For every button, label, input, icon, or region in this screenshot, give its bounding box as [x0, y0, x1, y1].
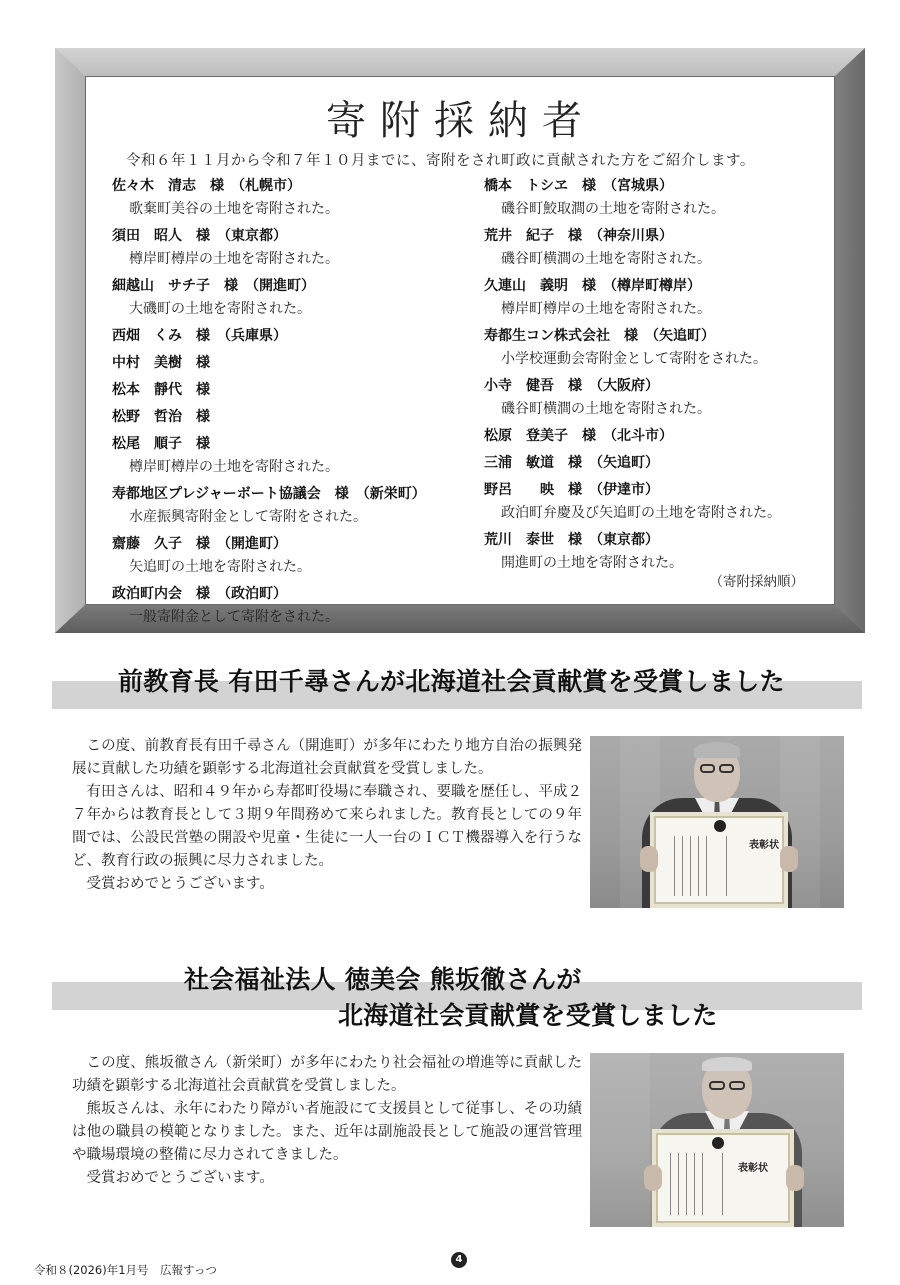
donor-entry — [484, 529, 834, 575]
donor-note: 樽岸町樽岸の土地を寄附された。 — [129, 251, 339, 267]
donor-name: 松原 登美子 様 （北斗市） — [484, 428, 673, 444]
donor-note: 大磯町の土地を寄附された。 — [129, 301, 311, 317]
donor-note: 開進町の土地を寄附された。 — [501, 555, 683, 571]
award2-certificate: 表彰状 — [652, 1129, 794, 1227]
donors-column-right — [484, 175, 834, 579]
donors-panel — [85, 76, 835, 625]
donor-name: 松野 哲治 様 — [112, 409, 210, 425]
donor-entry — [484, 275, 834, 321]
donor-name: 政泊町内会 様 （政泊町） — [112, 586, 287, 602]
donor-name: 三浦 敏道 様 （矢追町） — [484, 455, 659, 471]
donor-entry — [112, 325, 462, 348]
frame-bevel-left — [55, 48, 85, 633]
donor-name: 荒井 紀子 様 （神奈川県） — [484, 228, 673, 244]
award2-body — [72, 1052, 582, 1190]
donor-entry — [484, 452, 834, 475]
donor-entry — [112, 175, 462, 221]
donor-name: 松本 靜代 様 — [112, 382, 210, 398]
donor-name: 寿都地区プレジャーボート協議会 様 （新栄町） — [112, 486, 426, 502]
donor-note: 磯谷町横澗の土地を寄附された。 — [501, 401, 711, 417]
donors-order-note: （寄附採納順） — [709, 574, 804, 590]
donor-entry — [112, 433, 462, 479]
award2-heading-line1: 社会福祉法人 徳美会 熊坂徹さんが — [184, 965, 582, 994]
donors-title: 寄附採納者 — [326, 98, 596, 144]
donor-entry — [112, 275, 462, 321]
donor-name: 齋藤 久子 様 （開進町） — [112, 536, 287, 552]
page-number: 4 — [451, 1252, 467, 1268]
donor-entry — [112, 406, 462, 429]
donor-name: 佐々木 清志 様 （札幌市） — [112, 178, 301, 194]
donor-entry — [484, 479, 834, 525]
donor-name: 寿都生コン株式会社 様 （矢追町） — [484, 328, 715, 344]
donor-name: 松尾 順子 様 — [112, 436, 210, 452]
donor-entry — [484, 375, 834, 421]
donor-entry — [112, 483, 462, 529]
award2-photo — [590, 1053, 844, 1227]
frame-bevel-right — [835, 48, 865, 633]
donors-column-left — [112, 175, 462, 633]
donors-intro: 令和６年１１月から令和７年１０月までに、寄附をされ町政に貢献された方をご紹介します。 — [126, 153, 755, 169]
paragraph: 受賞おめでとうございます。 — [86, 876, 274, 892]
donor-name: 久連山 義明 様 （樽岸町樽岸） — [484, 278, 701, 294]
donor-name: 細越山 サチ子 様 （開進町） — [112, 278, 315, 294]
award2-heading-line2: 北海道社会貢献賞を受賞しました — [338, 1001, 718, 1030]
award1-photo — [590, 736, 844, 908]
donor-note: 磯谷町鮫取澗の土地を寄附された。 — [501, 201, 725, 217]
donor-note: 一般寄附金として寄附をされた。 — [129, 609, 339, 625]
donor-entry — [112, 379, 462, 402]
donor-entry — [112, 583, 462, 629]
paragraph: この度、前教育長有田千尋さん（開進町）が多年にわたり地方自治の振興発展に貢献した功績を顕彰する北海道社会貢献賞を受賞しました。 — [72, 738, 582, 777]
donor-name: 荒川 泰世 様 （東京都） — [484, 532, 659, 548]
donor-name: 須田 昭人 様 （東京都） — [112, 228, 287, 244]
donor-note: 政泊町弁慶及び矢追町の土地を寄附された。 — [501, 505, 781, 521]
donor-name: 中村 美樹 様 — [112, 355, 210, 371]
paragraph: 有田さんは、昭和４９年から寿都町役場に奉職され、要職を歴任し、平成２７年からは教育長として３期９年間務めて来られました。教育長としての９年間では、公設民営塾の開設や児童・生徒に一人一台のＩＣＴ機器導入を行うなど、教育行政の振興に尽力されました。 — [72, 784, 582, 869]
donor-note: 水産振興寄附金として寄附をされた。 — [129, 509, 367, 525]
donor-note: 磯谷町横澗の土地を寄附された。 — [501, 251, 711, 267]
donor-note: 樽岸町樽岸の土地を寄附された。 — [129, 459, 339, 475]
donor-name: 西畑 くみ 様 （兵庫県） — [112, 328, 287, 344]
donor-entry — [484, 175, 834, 221]
donor-entry — [484, 325, 834, 371]
donor-entry — [112, 533, 462, 579]
donors-frame — [55, 48, 865, 633]
award1-certificate: 表彰状 — [650, 812, 788, 908]
paragraph: この度、熊坂徹さん（新栄町）が多年にわたり社会福祉の増進等に貢献した功績を顕彰する北海道社会貢献賞を受賞しました。 — [72, 1055, 582, 1094]
donor-note: 歌棄町美谷の土地を寄附された。 — [129, 201, 339, 217]
frame-bevel-top — [55, 48, 865, 76]
donor-entry — [112, 225, 462, 271]
donor-note: 小学校運動会寄附金として寄附をされた。 — [501, 351, 767, 367]
donor-note: 矢追町の土地を寄附された。 — [129, 559, 311, 575]
award1-body — [72, 735, 582, 896]
donor-name: 野呂 映 様 （伊達市） — [484, 482, 659, 498]
award1-heading: 前教育長 有田千尋さんが北海道社会貢献賞を受賞しました — [118, 667, 785, 696]
donor-entry — [484, 425, 834, 448]
donor-note: 樽岸町樽岸の土地を寄附された。 — [501, 301, 711, 317]
donor-name: 小寺 健吾 様 （大阪府） — [484, 378, 659, 394]
donor-name: 橋本 トシヱ 様 （宮城県） — [484, 178, 673, 194]
donor-entry — [112, 352, 462, 375]
paragraph: 受賞おめでとうございます。 — [86, 1170, 274, 1186]
paragraph: 熊坂さんは、永年にわたり障がい者施設にて支援員として従事し、その功績は他の職員の模範となりました。また、近年は副施設長として施設の運営管理や職場環境の整備に尽力されてきました。 — [72, 1101, 582, 1163]
footer-issue: 令和８(2026)年1月号 広報すっつ — [34, 1263, 217, 1277]
donor-entry — [484, 225, 834, 271]
